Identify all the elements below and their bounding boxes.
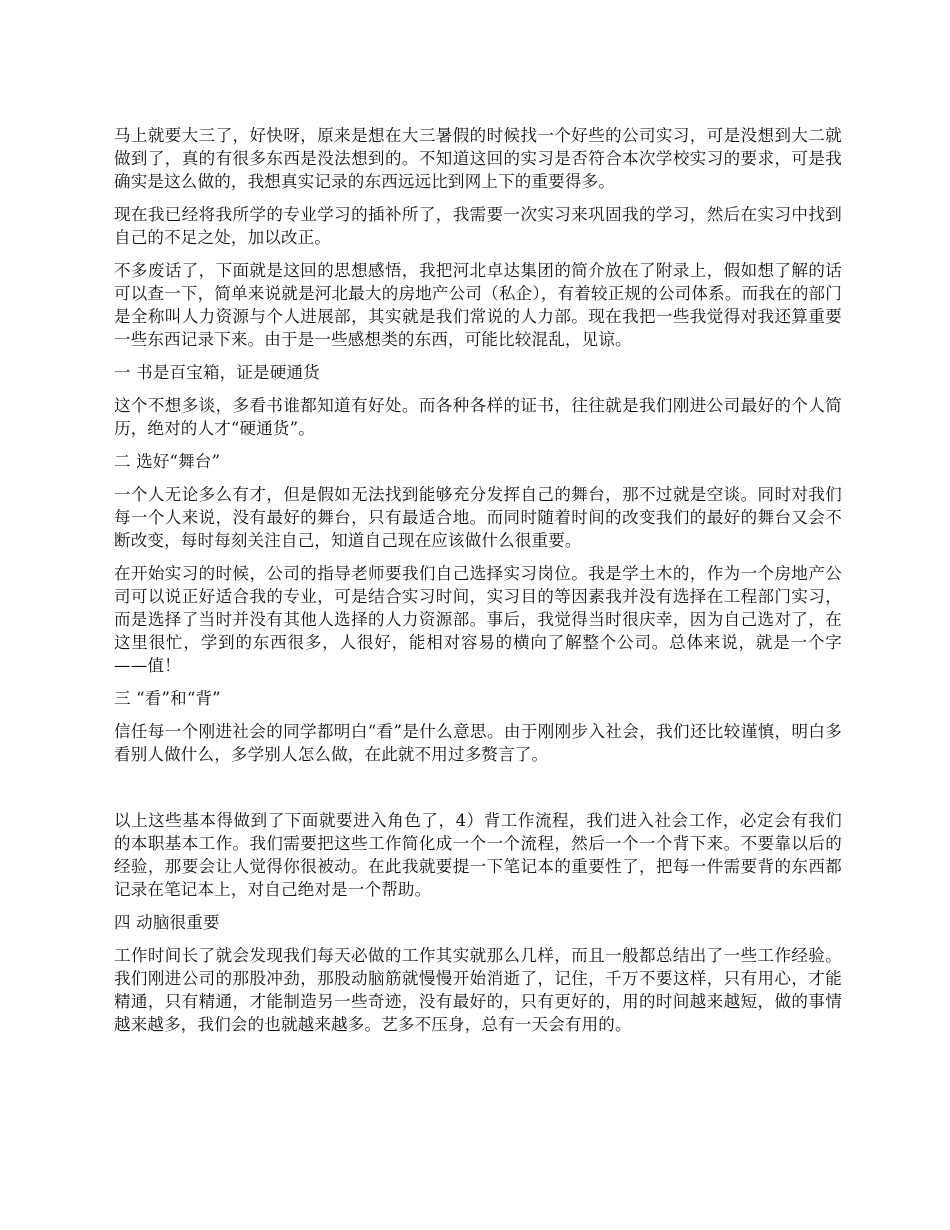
paragraph: 不多废话了，下面就是这回的思想感悟，我把河北卓达集团的简介放在了附录上，假如想了解的话可以查一下，简单来说就是河北最大的房地产公司（私企），有着较正规的公司体系。而我在的部门是全称叫人力资源与个人进展部，其实就是我们常说的人力部。现在我把一些我觉得对我还算重要一些东西记录下来。由于是一些感想类的东西，可能比较混乱，见谅。 — [114, 261, 842, 349]
section-heading: 四 动脑很重要 — [114, 913, 220, 932]
paragraph: 以上这些基本得做到了下面就要进入角色了，4）背工作流程，我们进入社会工作，必定会有我们的本职基本工作。我们需要把这些工作简化成一个一个流程，然后一个一个背下来。不要靠以后的经验，那要会让人觉得你很被动。在此我就要提一下笔记本的重要性了，把每一件需要背的东西都记录在笔记本上，对自己绝对是一个帮助。 — [114, 811, 842, 899]
section-heading: 二 选好“舞台” — [114, 452, 221, 471]
paragraph: 一个人无论多么有才，但是假如无法找到能够充分发挥自己的舞台，那不过就是空谈。同时对我们每一个人来说，没有最好的舞台，只有最适合地。而同时随着时间的改变我们的最好的舞台又会不断改变，每时每刻关注自己，知道自己现在应该做什么很重要。 — [114, 485, 842, 550]
document-body — [114, 124, 842, 1046]
section-heading: 一 书是百宝箱，证是硬通货 — [114, 363, 320, 382]
blank-space — [114, 776, 842, 809]
paragraph: 工作时间长了就会发现我们每天必做的工作其实就那么几样，而且一般都总结出了一些工作经验。我们刚进公司的那股冲劲，那股动脑筋就慢慢开始消逝了，记住，千万不要这样，只有用心，才能精通，只有精通，才能制造另一些奇迹，没有最好的，只有更好的，用的时间越来越短，做的事情越来越多，我们会的也就越来越多。艺多不压身，总有一天会有用的。 — [114, 946, 842, 1034]
paragraph: 这个不想多谈，多看书谁都知道有好处。而各种各样的证书，往往就是我们刚进公司最好的个人简历，绝对的人才“硬通货”。 — [114, 396, 842, 438]
section-heading: 三 “看”和“背” — [114, 689, 221, 708]
paragraph: 现在我已经将我所学的专业学习的插补所了，我需要一次实习来巩固我的学习，然后在实习中找到自己的不足之处，加以改正。 — [114, 205, 842, 247]
paragraph: 在开始实习的时候，公司的指导老师要我们自己选择实习岗位。我是学土木的，作为一个房地产公司可以说正好适合我的专业，可是结合实习时间，实习目的等因素我并没有选择在工程部门实习，而是选择了当时并没有其他人选择的人力资源部。事后，我觉得当时很庆幸，因为自己选对了，在这里很忙，学到的东西很多，人很好，能相对容易的横向了解整个公司。总体来说，就是一个字——值！ — [114, 564, 842, 675]
paragraph: 信任每一个刚进社会的同学都明白“看”是什么意思。由于刚刚步入社会，我们还比较谨慎，明白多看别人做什么，多学别人怎么做，在此就不用过多赘言了。 — [114, 722, 842, 764]
paragraph: 马上就要大三了，好快呀，原来是想在大三暑假的时候找一个好些的公司实习，可是没想到大二就做到了，真的有很多东西是没法想到的。不知道这回的实习是否符合本次学校实习的要求，可是我确实是这么做的，我想真实记录的东西远远比到网上下的重要得多。 — [114, 126, 842, 191]
